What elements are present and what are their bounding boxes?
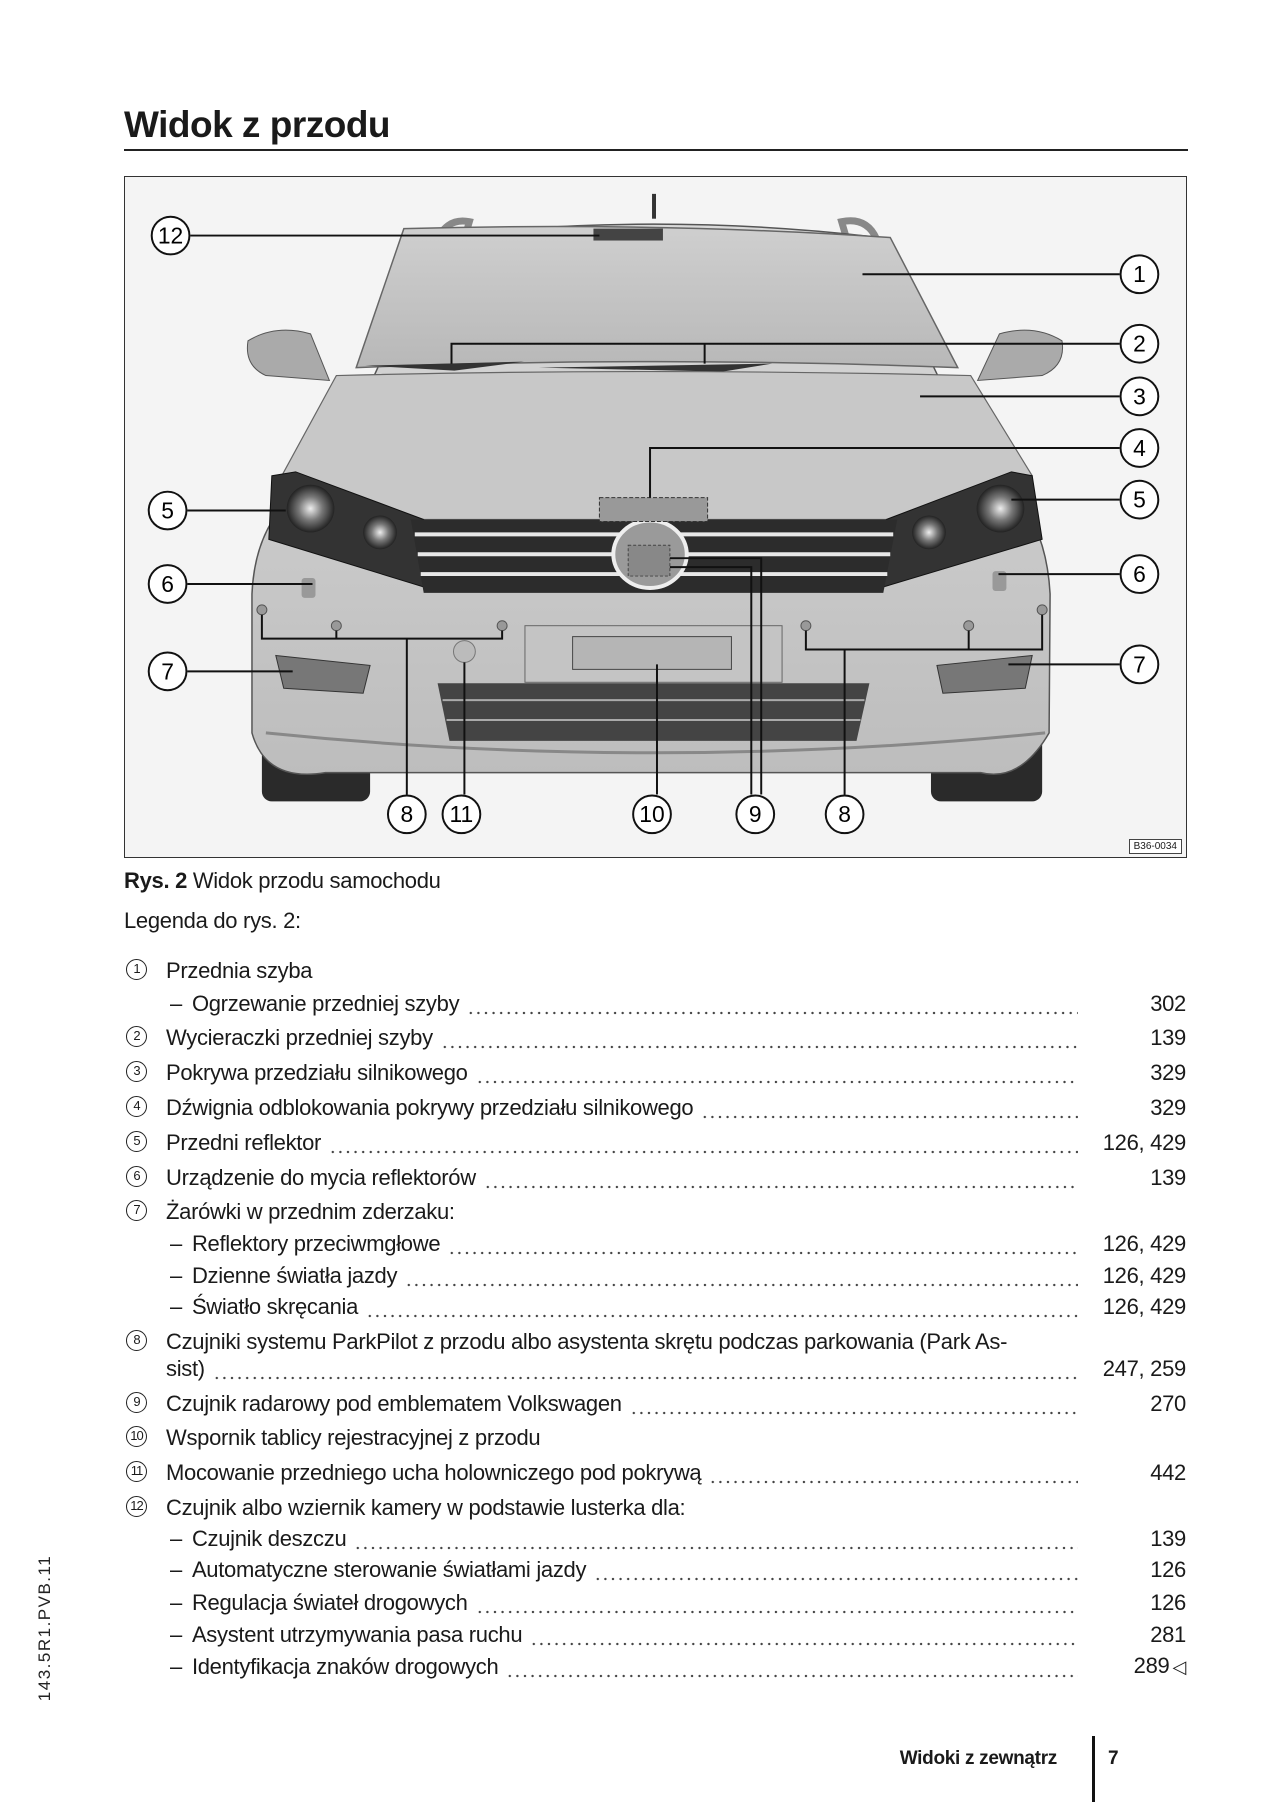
legend-marker: 7 [126,1200,147,1221]
lower-grille [438,683,870,741]
legend-pages-text: 126, 429 [1102,1231,1186,1256]
figure-code: B36-0034 [1129,839,1182,854]
left-headlight-washer [302,578,316,598]
legend-pages-text: 281 [1150,1622,1186,1647]
legend-item [124,1232,1186,1256]
legend-item [124,1527,1186,1551]
legend-pages[interactable] [1084,1264,1186,1288]
legend-label-text: Mocowanie przedniego ucha holowniczego pod pokrywą [166,1460,702,1485]
callout-4 [1121,429,1159,467]
legend-pages-text: 126 [1150,1557,1186,1582]
callout-9 [1121,646,1159,684]
legend-label [166,1096,693,1120]
dot-leader [467,992,1078,1016]
callout-7 [1121,555,1159,593]
dot-leader [701,1096,1078,1120]
legend-label-text: Dźwignia odblokowania pokrywy przedziału silnikowego [166,1095,694,1120]
legend-item [124,1166,1186,1190]
callout-6 [149,492,187,530]
left-secondary-lamp [363,516,397,550]
legend-label [170,1527,346,1551]
legend-pages-text: 442 [1150,1460,1186,1485]
dot-leader [329,1131,1078,1155]
dot-leader [530,1623,1078,1647]
legend-marker: 4 [126,1096,147,1117]
callout-number: 5 [1133,486,1146,513]
legend-pages[interactable] [1084,1096,1186,1120]
legend-marker: 3 [126,1061,147,1082]
legend-item [124,1623,1186,1647]
legend-label-text: Czujnik radarowy pod emblematem Volkswagen [166,1391,622,1416]
plate-recess [573,637,732,670]
legend-label [170,1295,358,1319]
legend-item [124,1655,1186,1679]
legend-label-text: Identyfikacja znaków drogowych [191,1654,499,1679]
right-main-lamp [977,485,1025,533]
legend-label [170,1232,440,1256]
legend-marker: 1 [126,959,147,980]
legend-item [124,1330,1186,1354]
legend-pages[interactable] [1084,1061,1186,1085]
dot-leader [366,1295,1078,1319]
legend-label [166,959,312,983]
legend-pages[interactable] [1084,1527,1186,1551]
callout-number: 2 [1133,330,1146,357]
legend-marker: 2 [126,1026,147,1047]
legend-item [124,1496,1186,1520]
dot-leader [630,1392,1078,1416]
callout-11 [388,795,426,833]
legend-label-text: Dzienne światła jazdy [191,1263,398,1288]
figure-car-front-view [124,176,1187,858]
callout-2 [1121,325,1159,363]
callout-5 [1121,481,1159,519]
callout-number: 11 [449,801,474,828]
legend-item [124,992,1186,1016]
dot-leader [354,1527,1078,1551]
legend-marker: 11 [126,1461,147,1482]
legend-label [166,1131,321,1155]
legend-pages[interactable] [1084,1558,1186,1582]
legend-label-cont: sist) [166,1356,205,1381]
legend-pages-text: 270 [1150,1391,1186,1416]
legend-label-text: Żarówki w przednim zderzaku: [166,1199,455,1224]
legend-item [124,1558,1186,1582]
callout-number: 8 [400,801,414,828]
dot-leader [476,1061,1078,1085]
legend-label [166,1496,685,1520]
legend-pages[interactable]: 247, 259 [1102,1356,1186,1381]
legend-item [124,1131,1186,1155]
callout-number: 7 [1133,651,1146,678]
legend-label [170,992,459,1016]
legend-label-text: Światło skręcania [191,1294,359,1319]
footer-divider [1092,1736,1095,1802]
legend-pages-text: 289 [1133,1653,1170,1678]
dash: – [170,1526,182,1551]
legend-label [166,1026,433,1050]
legend-label-text: Ogrzewanie przedniej szyby [191,991,460,1016]
legend-label-text: Regulacja świateł drogowych [191,1590,468,1615]
footer-section-title: Widoki z zewnątrz [899,1748,1057,1769]
legend-item [124,1591,1186,1615]
legend-label-text: Wspornik tablicy rejestracyjnej z przodu [166,1425,541,1450]
legend-label [170,1655,498,1679]
legend-pages-text: 139 [1150,1025,1186,1050]
callout-number: 5 [161,497,174,524]
dot-leader [476,1591,1078,1615]
dot-leader [213,1357,1078,1381]
dot-leader [594,1558,1078,1582]
legend-pages[interactable] [1084,1392,1186,1416]
legend-marker: 6 [126,1166,147,1187]
callout-13 [633,795,671,833]
dash: – [170,1654,182,1679]
legend-item [124,959,1186,983]
dash: – [170,1557,182,1582]
continue-icon: ◁ [1172,1657,1186,1677]
callout-number: 3 [1133,383,1146,410]
callout-10 [149,652,187,690]
legend-item [124,1357,1186,1381]
legend-pages-text: 126 [1150,1590,1186,1615]
legend-label-text: Reflektory przeciwmgłowe [191,1231,441,1256]
left-mirror [247,330,329,380]
legend-marker: 5 [126,1131,147,1152]
callout-number: 10 [639,801,665,828]
legend-pages-text: 139 [1150,1165,1186,1190]
callout-number: 12 [157,222,184,249]
hood-release-area [599,498,707,522]
right-mirror [978,330,1063,380]
callout-number: 7 [161,658,174,685]
page-title: Widok z przodu [124,104,391,145]
legend-label: Czujniki systemu ParkPilot z przodu albo asystenta skrętu podczas parkowania (Park As- [166,1329,1008,1354]
legend-item [124,1264,1186,1288]
legend-label [166,1426,540,1450]
legend-label [166,1166,476,1190]
legend-label [166,1061,468,1085]
legend-pages-text: 329 [1150,1095,1186,1120]
legend-label [170,1591,468,1615]
legend-pages[interactable] [1084,992,1186,1016]
legend-marker: 9 [126,1392,147,1413]
legend-item [124,1295,1186,1319]
legend-label [170,1623,522,1647]
legend-item [124,1392,1186,1416]
legend-pages-text: 126, 429 [1102,1294,1186,1319]
legend-label [166,1200,455,1224]
legend-pages[interactable] [1084,1654,1186,1679]
callout-number: 6 [161,570,174,597]
document-code: 143.5R1.PVB.11 [35,1554,54,1702]
legend-pages-text: 126, 429 [1102,1130,1186,1155]
dot-leader [484,1166,1078,1190]
dash: – [170,1231,182,1256]
legend-title: Legenda do rys. 2: [124,908,301,933]
caption-text: Widok przodu samochodu [192,868,441,893]
callout-3 [1121,378,1159,416]
callout-number: 9 [748,801,762,828]
legend-pages[interactable] [1084,1295,1186,1319]
callout-number: 4 [1133,434,1146,461]
dot-leader [448,1232,1078,1256]
legend-pages[interactable] [1084,1461,1186,1485]
legend-pages[interactable] [1084,1131,1186,1155]
legend-label-text: Czujnik deszczu [191,1526,347,1551]
legend-pages[interactable] [1084,1026,1186,1050]
dot-leader [709,1461,1078,1485]
legend-pages-text: 302 [1150,991,1186,1016]
title-rule [124,149,1188,151]
legend-label [166,1392,622,1416]
car-front-illustration [125,177,1185,856]
legend-label-text: Automatyczne sterowanie światłami jazdy [191,1557,587,1582]
callout-1 [1121,255,1159,293]
legend-marker: 8 [126,1330,147,1351]
legend-label-text: Przedni reflektor [166,1130,322,1155]
legend-pages[interactable] [1084,1591,1186,1615]
callout-12 [443,795,481,833]
legend-label [166,1461,701,1485]
legend-label-text: Czujnik albo wziernik kamery w podstawie lusterka dla: [166,1495,686,1520]
page-number: 7 [1108,1748,1119,1769]
legend-label-text: Urządzenie do mycia reflektorów [166,1165,476,1190]
legend-item [124,1461,1186,1485]
legend-pages-text: 126, 429 [1102,1263,1186,1288]
tow-eye-cover [453,641,475,663]
callout-8 [149,565,187,603]
radar-sensor [628,545,670,576]
legend-label-text: Wycieraczki przedniej szyby [166,1025,433,1050]
legend-item [124,1096,1186,1120]
legend-marker: 10 [126,1426,147,1447]
left-main-lamp [287,485,335,533]
dash: – [170,1263,182,1288]
callout-0 [152,217,190,255]
legend-pages-text: 139 [1150,1526,1186,1551]
callout-number: 6 [1133,561,1146,588]
legend-item [124,1200,1186,1224]
dash: – [170,1294,182,1319]
dash: – [170,1590,182,1615]
right-secondary-lamp [912,516,946,550]
windshield [356,227,958,368]
mirror-base-camera [593,229,662,241]
legend-item [124,1026,1186,1050]
dot-leader [405,1264,1078,1288]
legend-label-text: Pokrywa przedziału silnikowego [166,1060,468,1085]
legend-label-text: Przednia szyba [166,958,313,983]
dot-leader [506,1655,1078,1679]
legend-pages[interactable] [1084,1166,1186,1190]
legend-pages[interactable] [1084,1623,1186,1647]
legend-pages-text: 329 [1150,1060,1186,1085]
callout-14 [736,795,774,833]
callout-15 [826,795,864,833]
legend-item [124,1426,1186,1450]
callout-number: 1 [1133,261,1146,288]
legend-marker: 12 [126,1496,147,1517]
legend-item [124,1061,1186,1085]
dot-leader [441,1026,1078,1050]
legend-label-text: Asystent utrzymywania pasa ruchu [191,1622,523,1647]
dash: – [170,1622,182,1647]
callout-number: 8 [838,801,851,828]
legend-label [170,1264,397,1288]
caption-prefix: Rys. 2 [124,868,188,893]
legend-pages[interactable] [1084,1232,1186,1256]
figure-caption [124,868,441,894]
dash: – [170,991,182,1016]
legend-label [170,1558,586,1582]
